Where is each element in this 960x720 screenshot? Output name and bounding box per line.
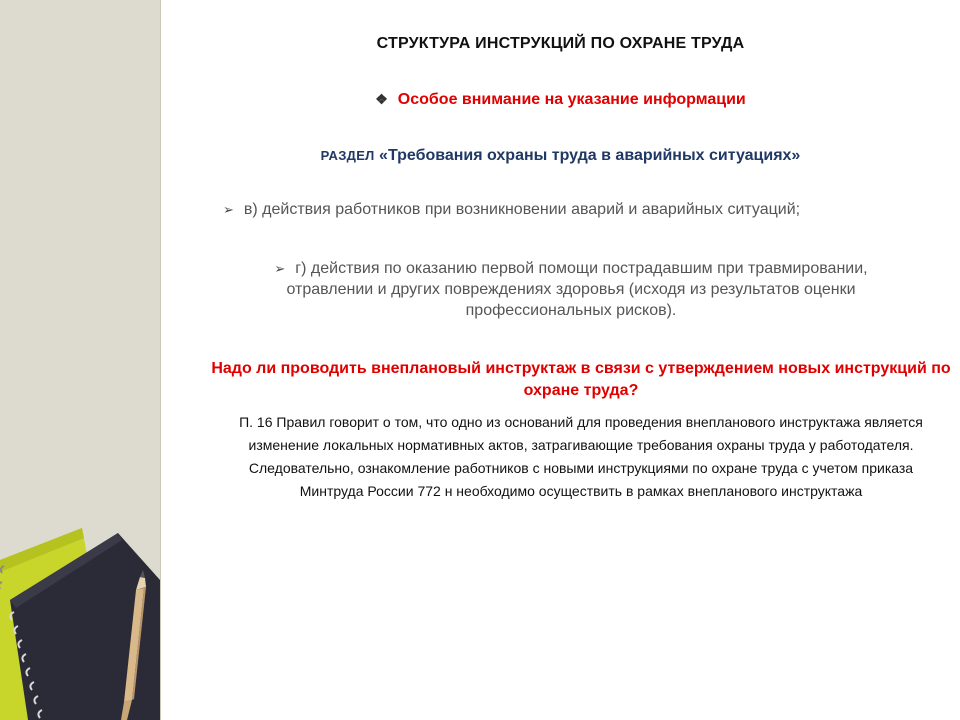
notebooks-pencil-illustration — [0, 0, 160, 720]
section-prefix: РАЗДЕЛ — [320, 148, 375, 163]
decorative-side-panel — [0, 0, 160, 720]
slide-title: СТРУКТУРА ИНСТРУКЦИЙ ПО ОХРАНЕ ТРУДА — [376, 35, 745, 52]
attention-note-text: Особое внимание на указание информации — [397, 91, 746, 108]
arrow-bullet-icon: ➢ — [223, 202, 234, 217]
list-item — [223, 199, 943, 220]
list-item — [251, 258, 891, 321]
question-heading: Надо ли проводить внеплановый инструктаж в связи с утверждением новых инструкций по охране труда? — [211, 360, 951, 399]
answer-paragraph: П. 16 Правил говорит о том, что одно из оснований для проведения внепланового инструктажа является изменение локальных нормативных актов, затрагивающие требования охраны труда у работодателя. Следовательно, ознакомление работников с новыми инструкциями по охране труда с учетом приказа Минтруда России 772 н необходимо осуществить в рамках внепланового инструктажа — [239, 414, 923, 499]
section-title: «Требования охраны труда в аварийных ситуациях» — [379, 147, 801, 164]
arrow-bullet-icon: ➢ — [274, 261, 286, 276]
section-heading — [161, 147, 960, 165]
slide-content — [161, 0, 960, 720]
list-item-text: в) действия работников при возникновении аварий и аварийных ситуаций; — [243, 201, 801, 218]
diamond-bullet-icon: ❖ — [375, 91, 388, 107]
list-item-text: г) действия по оказанию первой помощи пострадавшим при травмировании, отравлении и других повреждениях здоровья (исходя из результатов оценки профессиональных рисков). — [286, 260, 868, 319]
attention-note — [161, 91, 960, 109]
